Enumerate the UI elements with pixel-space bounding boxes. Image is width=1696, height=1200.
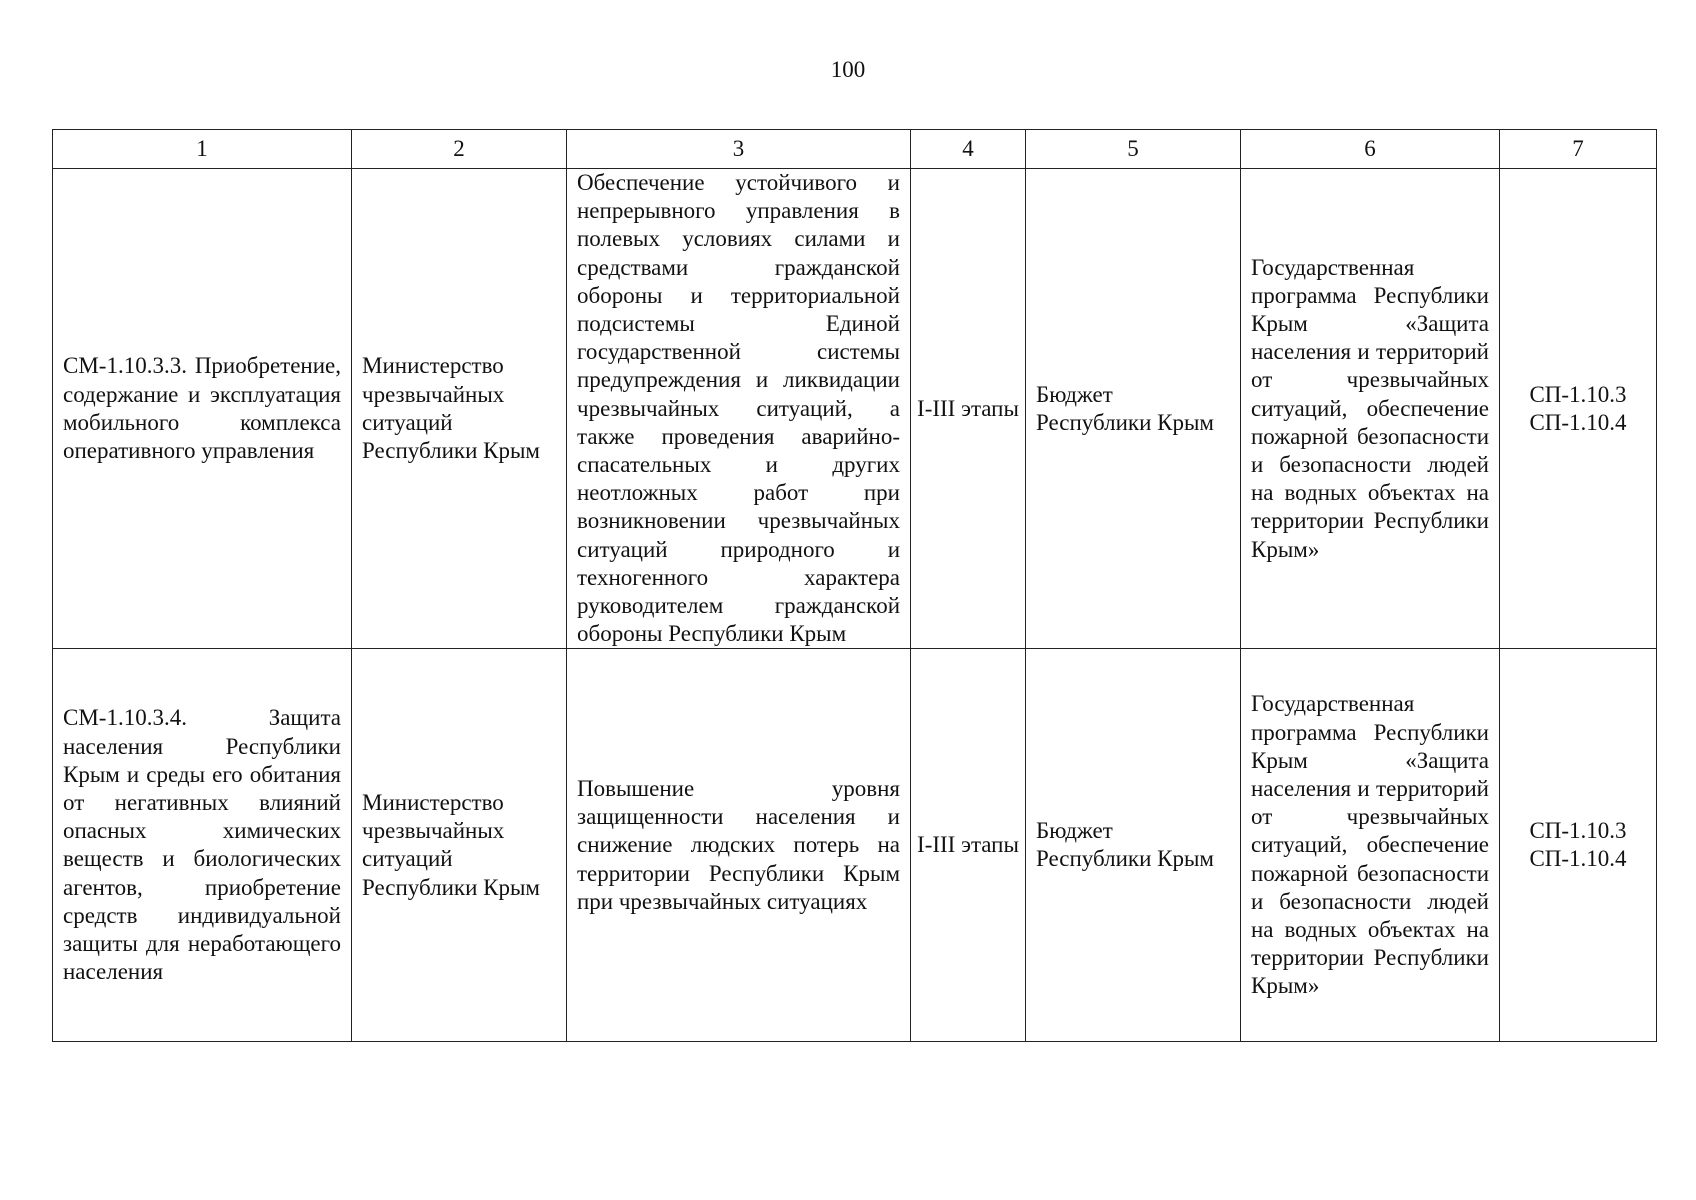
funding-source-cell: Бюджет Республики Крым: [1026, 649, 1241, 1042]
column-header-2: 2: [352, 130, 567, 169]
program-cell: Государственная программа Республики Крым «Защита населения и территорий от чрезвычайных ситуаций, обеспечение пожарной безопасности и безопасности людей на водных объектах на территории Республики Крым»: [1241, 649, 1500, 1042]
references-cell: СП-1.10.3 СП-1.10.4: [1500, 169, 1657, 649]
page-number: 100: [830, 57, 866, 82]
column-header-4: 4: [911, 130, 1026, 169]
executor-cell: Министерство чрезвычайных ситуаций Республики Крым: [352, 649, 567, 1042]
column-header-7: 7: [1500, 130, 1657, 169]
column-header-5: 5: [1026, 130, 1241, 169]
column-header-1: 1: [53, 130, 352, 169]
table-row: [53, 169, 1657, 649]
stages-cell: I-III этапы: [911, 649, 1026, 1042]
executor-cell: Министерство чрезвычайных ситуаций Республики Крым: [352, 169, 567, 649]
stages-cell: I-III этапы: [911, 169, 1026, 649]
column-header-6: 6: [1241, 130, 1500, 169]
measure-cell: СМ-1.10.3.3. Приобретение, содержание и эксплуатация мобильного комплекса оперативного управления: [53, 169, 352, 649]
measures-table: [52, 129, 1657, 1042]
column-number-row: [53, 130, 1657, 169]
result-cell: Обеспечение устойчивого и непрерывного управления в полевых условиях силами и средствами гражданской обороны и территориальной подсистемы Единой государственной системы предупреждения и ликвидации чрезвычайных ситуаций, а также проведения аварийно-спасательных и других неотложных работ при возникновении чрезвычайных ситуаций природного и техногенного характера руководителем гражданской обороны Республики Крым: [567, 169, 911, 649]
references-cell: СП-1.10.3 СП-1.10.4: [1500, 649, 1657, 1042]
result-cell: Повышение уровня защищенности населения и снижение людских потерь на территории Республики Крым при чрезвычайных ситуациях: [567, 649, 911, 1042]
funding-source-cell: Бюджет Республики Крым: [1026, 169, 1241, 649]
table-row: [53, 649, 1657, 1042]
measure-cell: СМ-1.10.3.4. Защита населения Республики Крым и среды его обитания от негативных влияний опасных химических веществ и биологических агентов, приобретение средств индивидуальной защиты для неработающего населения: [53, 649, 352, 1042]
column-header-3: 3: [567, 130, 911, 169]
program-cell: Государственная программа Республики Крым «Защита населения и территорий от чрезвычайных ситуаций, обеспечение пожарной безопасности и безопасности людей на водных объектах на территории Республики Крым»: [1241, 169, 1500, 649]
